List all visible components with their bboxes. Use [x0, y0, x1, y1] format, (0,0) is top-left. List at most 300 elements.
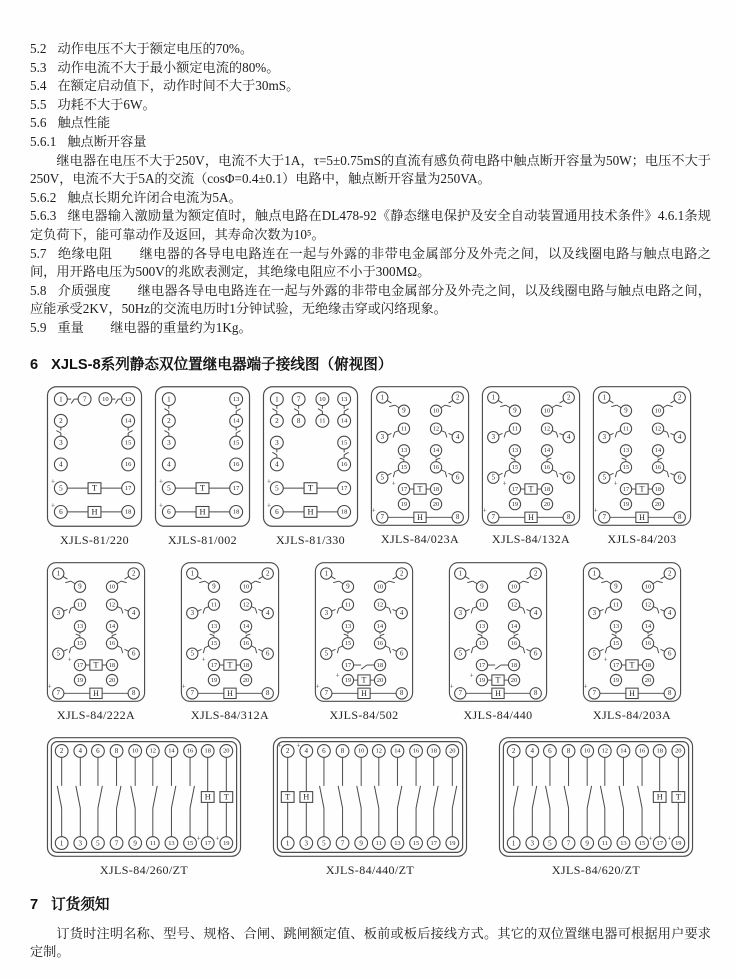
spec-item: [30, 282, 711, 319]
terminal-7: [377, 511, 388, 522]
svg-text:18: 18: [432, 485, 440, 493]
svg-text:3: 3: [78, 838, 83, 847]
svg-text:5: 5: [275, 483, 279, 492]
terminal-7: [292, 392, 305, 405]
terminal-16: [338, 457, 351, 470]
polarity-plus-mark: +: [449, 682, 454, 691]
polarity-plus-mark: +: [67, 654, 72, 663]
terminal-4: [74, 744, 87, 757]
svg-text:6: 6: [548, 746, 552, 755]
terminal-diagram-figure: [46, 561, 146, 723]
svg-text:1: 1: [458, 569, 462, 577]
terminal-13: [617, 836, 630, 849]
svg-text:15: 15: [511, 463, 519, 471]
terminal-15: [122, 436, 135, 449]
terminal-16: [652, 461, 663, 472]
terminal-diagram-figure: [180, 561, 280, 723]
svg-text:7: 7: [190, 689, 194, 697]
terminal-19: [342, 674, 353, 685]
svg-text:13: 13: [622, 446, 630, 454]
svg-text:16: 16: [186, 747, 194, 755]
spec-item: [30, 152, 711, 189]
terminal-3: [599, 431, 610, 442]
svg-text:13: 13: [168, 839, 175, 847]
terminal-19: [620, 498, 631, 509]
svg-text:10: 10: [376, 583, 384, 590]
terminal-20: [652, 498, 663, 509]
spec-item: [30, 189, 711, 208]
section-7-number: 7: [30, 896, 39, 913]
spec-item: [30, 77, 711, 96]
close-coil-box-label: H: [528, 512, 534, 522]
polarity-plus-mark: +: [181, 682, 186, 691]
terminal-17: [122, 481, 135, 494]
terminal-diagram-figure: [448, 561, 548, 723]
terminal-3: [187, 607, 198, 618]
svg-text:11: 11: [478, 600, 485, 608]
polarity-plus-mark: +: [648, 833, 653, 843]
svg-text:14: 14: [432, 446, 440, 454]
svg-text:12: 12: [654, 424, 662, 432]
terminal-10: [508, 581, 519, 592]
terminal-9: [476, 581, 487, 592]
svg-text:5: 5: [380, 473, 384, 481]
svg-text:2: 2: [59, 416, 63, 425]
diagram-label: XJLS-84/312A: [190, 707, 270, 722]
polarity-plus-mark: +: [583, 682, 588, 691]
polarity-plus-mark: +: [196, 833, 201, 843]
terminal-8: [336, 744, 349, 757]
svg-text:16: 16: [340, 460, 348, 468]
svg-text:7: 7: [324, 689, 328, 697]
close-coil-box-label: H: [199, 506, 206, 516]
trip-coil-box-label: T: [639, 484, 645, 494]
close-coil-box-label: H: [204, 792, 211, 801]
svg-text:4: 4: [456, 433, 460, 441]
polarity-plus-mark: +: [593, 506, 598, 515]
svg-text:14: 14: [394, 747, 401, 755]
svg-text:14: 14: [242, 622, 250, 630]
svg-text:15: 15: [612, 639, 620, 647]
spec-number: 5.4: [30, 78, 47, 94]
terminal-18: [122, 505, 135, 518]
terminal-10: [541, 405, 552, 416]
svg-text:20: 20: [543, 500, 551, 508]
terminal-6: [530, 648, 541, 659]
svg-text:15: 15: [76, 639, 84, 647]
terminal-15: [230, 436, 243, 449]
svg-text:3: 3: [458, 609, 462, 617]
terminal-20: [374, 674, 385, 685]
svg-text:18: 18: [644, 661, 652, 669]
svg-text:18: 18: [204, 747, 211, 755]
terminal-19: [672, 836, 685, 849]
svg-text:18: 18: [656, 747, 663, 755]
section-7-heading: [30, 893, 711, 914]
diagram-label: XJLS-84/440/ZT: [325, 862, 415, 877]
terminal-diagram-figure: [592, 385, 692, 547]
terminal-11: [598, 836, 611, 849]
svg-text:5: 5: [59, 483, 63, 492]
spec-text: 绝缘电阻 继电器的各导电电路连在一起与外露的非带电金属部分及外壳之间，以及线圈电路与触点电路之间，用开路电压为500V的兆欧表测定，其绝缘电阻应不小于300MΩ。: [30, 245, 711, 280]
svg-text:5: 5: [548, 838, 552, 847]
terminal-13: [610, 620, 621, 631]
svg-text:17: 17: [232, 484, 240, 492]
svg-text:2: 2: [678, 393, 682, 401]
terminal-diagram-figure: [154, 385, 251, 548]
svg-text:3: 3: [275, 438, 279, 447]
spec-text: 触点长期允许闭合电流为5A。: [67, 189, 242, 205]
svg-text:3: 3: [592, 609, 596, 617]
terminal-7: [599, 511, 610, 522]
terminal-17: [653, 836, 666, 849]
polarity-plus-mark: +: [315, 682, 320, 691]
svg-text:11: 11: [210, 600, 217, 608]
terminal-3: [321, 607, 332, 618]
terminal-10: [581, 744, 594, 757]
terminal-3: [300, 836, 313, 849]
svg-text:5: 5: [458, 649, 462, 657]
terminal-8: [292, 414, 305, 427]
terminal-2: [270, 414, 283, 427]
svg-text:4: 4: [668, 609, 672, 617]
svg-text:2: 2: [266, 569, 270, 577]
polarity-plus-mark: +: [667, 833, 672, 843]
terminal-16: [636, 744, 649, 757]
terminal-diagram-figure: [481, 385, 581, 547]
svg-text:12: 12: [108, 600, 116, 608]
terminal-5: [488, 472, 499, 483]
svg-text:7: 7: [296, 394, 301, 403]
diagram-label: XJLS-81/002: [167, 532, 238, 547]
terminal-8: [664, 687, 675, 698]
terminal-17: [509, 483, 520, 494]
svg-text:7: 7: [602, 513, 606, 521]
terminal-20: [430, 498, 441, 509]
svg-text:16: 16: [232, 460, 240, 468]
diagram-label: XJLS-84/260/ZT: [99, 862, 189, 877]
terminal-3: [54, 436, 67, 449]
terminal-9: [398, 405, 409, 416]
terminal-9: [208, 581, 219, 592]
svg-text:9: 9: [614, 583, 618, 590]
spec-item: [30, 133, 711, 152]
svg-text:19: 19: [400, 500, 408, 508]
svg-text:19: 19: [511, 500, 519, 508]
section-6-heading: [30, 353, 711, 374]
svg-text:5: 5: [167, 483, 171, 492]
terminal-2: [452, 391, 463, 402]
terminal-16: [106, 637, 117, 648]
terminal-11: [476, 598, 487, 609]
terminal-16: [541, 461, 552, 472]
terminal-6: [674, 472, 685, 483]
terminal-10: [642, 581, 653, 592]
terminal-7: [455, 687, 466, 698]
svg-text:18: 18: [376, 661, 384, 669]
terminal-13: [509, 444, 520, 455]
svg-text:10: 10: [131, 747, 139, 755]
svg-text:5: 5: [322, 838, 326, 847]
svg-text:3: 3: [167, 438, 171, 447]
close-coil-box-label: H: [303, 792, 310, 801]
terminal-2: [262, 567, 273, 578]
svg-text:4: 4: [304, 746, 309, 755]
svg-text:1: 1: [602, 393, 606, 401]
svg-text:18: 18: [242, 661, 250, 669]
svg-text:11: 11: [400, 424, 407, 432]
svg-text:4: 4: [567, 433, 571, 441]
svg-text:6: 6: [132, 649, 136, 657]
svg-text:12: 12: [543, 424, 551, 432]
svg-text:6: 6: [456, 473, 460, 481]
terminal-7: [488, 511, 499, 522]
terminal-5: [599, 472, 610, 483]
svg-text:2: 2: [132, 569, 136, 577]
svg-text:7: 7: [114, 838, 119, 847]
svg-text:20: 20: [449, 747, 456, 755]
svg-text:9: 9: [78, 583, 82, 590]
svg-text:4: 4: [59, 460, 63, 469]
svg-text:5: 5: [190, 649, 194, 657]
terminal-6: [162, 505, 175, 518]
terminal-14: [230, 414, 243, 427]
trip-coil-box-label: T: [199, 483, 206, 493]
terminal-16: [184, 744, 197, 757]
terminal-17: [427, 836, 440, 849]
terminal-9: [509, 405, 520, 416]
terminal-6: [452, 472, 463, 483]
terminal-8: [262, 687, 273, 698]
svg-text:18: 18: [108, 661, 116, 669]
terminal-17: [398, 483, 409, 494]
terminal-3: [488, 431, 499, 442]
polarity-plus-mark: +: [613, 478, 618, 487]
terminal-6: [396, 648, 407, 659]
terminal-15: [620, 461, 631, 472]
svg-text:14: 14: [108, 622, 116, 630]
svg-text:9: 9: [624, 407, 628, 414]
terminal-2: [674, 391, 685, 402]
terminal-8: [128, 687, 139, 698]
terminal-1: [281, 836, 294, 849]
terminal-10: [240, 581, 251, 592]
svg-text:14: 14: [644, 622, 652, 630]
terminal-14: [106, 620, 117, 631]
svg-text:18: 18: [510, 661, 518, 669]
terminal-5: [162, 481, 175, 494]
close-coil-box-label: H: [227, 688, 233, 698]
spec-item: [30, 319, 711, 338]
terminal-11: [620, 422, 631, 433]
terminal-4: [526, 744, 539, 757]
svg-text:6: 6: [322, 746, 326, 755]
svg-text:10: 10: [543, 407, 551, 414]
svg-text:7: 7: [592, 689, 596, 697]
svg-text:16: 16: [242, 639, 250, 647]
close-coil-box-label: H: [639, 512, 645, 522]
svg-text:6: 6: [567, 473, 571, 481]
terminal-3: [455, 607, 466, 618]
terminal-17: [610, 659, 621, 670]
svg-text:4: 4: [266, 609, 270, 617]
svg-text:6: 6: [167, 507, 171, 516]
diagram-row: [30, 736, 711, 878]
terminal-20: [642, 674, 653, 685]
svg-text:18: 18: [654, 485, 662, 493]
terminal-1: [507, 836, 520, 849]
svg-text:15: 15: [400, 463, 408, 471]
terminal-1: [455, 567, 466, 578]
diagram-row: [30, 561, 711, 723]
svg-text:10: 10: [108, 583, 116, 590]
terminal-2: [54, 414, 67, 427]
terminal-4: [54, 457, 67, 470]
terminal-6: [544, 744, 557, 757]
terminal-4: [674, 431, 685, 442]
svg-text:17: 17: [511, 485, 519, 493]
terminal-18: [430, 483, 441, 494]
polarity-plus-mark: +: [502, 478, 507, 487]
terminal-6: [664, 648, 675, 659]
svg-text:2: 2: [567, 393, 571, 401]
svg-text:19: 19: [344, 676, 352, 684]
svg-text:4: 4: [678, 433, 682, 441]
svg-text:9: 9: [480, 583, 484, 590]
terminal-diagram: [46, 385, 143, 528]
svg-text:8: 8: [340, 746, 345, 755]
svg-text:14: 14: [232, 417, 240, 425]
svg-text:19: 19: [76, 676, 84, 684]
terminal-diagram: [481, 385, 581, 527]
diagram-row: [30, 385, 711, 548]
terminal-1: [53, 567, 64, 578]
terminal-7: [53, 687, 64, 698]
terminal-10: [106, 581, 117, 592]
close-coil-box-label: H: [417, 512, 423, 522]
svg-text:1: 1: [592, 569, 596, 577]
svg-text:5: 5: [491, 473, 495, 481]
svg-text:16: 16: [124, 460, 132, 468]
close-coil-box-label: H: [629, 688, 635, 698]
spec-text: 功耗不大于6W。: [57, 96, 156, 112]
svg-text:17: 17: [430, 839, 437, 847]
spec-number: 5.3: [30, 59, 47, 75]
terminal-3: [74, 836, 87, 849]
polarity-plus-mark: +: [50, 500, 56, 509]
terminal-12: [598, 744, 611, 757]
trip-coil-box-label: T: [307, 483, 314, 493]
svg-text:20: 20: [644, 676, 652, 684]
terminal-10: [374, 581, 385, 592]
terminal-14: [122, 414, 135, 427]
svg-text:4: 4: [132, 609, 136, 617]
svg-text:16: 16: [644, 639, 652, 647]
svg-text:17: 17: [400, 485, 408, 493]
terminal-14: [338, 414, 351, 427]
terminal-2: [55, 744, 68, 757]
svg-text:3: 3: [324, 609, 328, 617]
svg-text:15: 15: [622, 463, 630, 471]
terminal-16: [410, 744, 423, 757]
svg-text:10: 10: [510, 583, 518, 590]
terminal-3: [526, 836, 539, 849]
svg-text:19: 19: [223, 839, 230, 847]
svg-text:19: 19: [612, 676, 620, 684]
terminal-6: [54, 505, 67, 518]
spec-text: 动作电压不大于额定电压的70%。: [57, 41, 254, 56]
svg-text:13: 13: [394, 839, 401, 847]
terminal-10: [430, 405, 441, 416]
svg-text:6: 6: [59, 507, 63, 516]
terminal-18: [642, 659, 653, 670]
terminal-13: [620, 444, 631, 455]
svg-text:8: 8: [456, 513, 460, 521]
terminal-4: [270, 457, 283, 470]
svg-text:7: 7: [340, 838, 345, 847]
terminal-3: [589, 607, 600, 618]
svg-text:17: 17: [344, 661, 352, 669]
diagram-label: XJLS-84/440: [463, 707, 533, 722]
svg-text:3: 3: [530, 838, 535, 847]
svg-text:9: 9: [513, 407, 517, 414]
polarity-plus-mark: +: [469, 670, 474, 679]
terminal-7: [336, 836, 349, 849]
polarity-plus-mark: +: [335, 670, 340, 679]
terminal-15: [410, 836, 423, 849]
svg-text:9: 9: [359, 838, 363, 847]
terminal-2: [128, 567, 139, 578]
terminal-2: [530, 567, 541, 578]
spec-text: 介质强度 继电器各导电电路连在一起与外露的非带电金属部分及外壳之间，以及线圈电路与触点电路之间，应能承受2KV，50Hz的交流电历时1分钟试验，无绝缘击穿或闪络现象。: [30, 282, 711, 317]
trip-coil-box-label: T: [93, 660, 99, 670]
terminal-4: [262, 607, 273, 618]
terminal-1: [377, 391, 388, 402]
svg-text:4: 4: [78, 746, 83, 755]
svg-text:14: 14: [376, 622, 384, 630]
svg-text:8: 8: [534, 689, 538, 697]
terminal-20: [240, 674, 251, 685]
terminal-2: [664, 567, 675, 578]
spec-item: [30, 245, 711, 282]
svg-text:7: 7: [56, 689, 60, 697]
svg-text:10: 10: [583, 747, 591, 755]
terminal-4: [162, 457, 175, 470]
terminal-16: [122, 457, 135, 470]
polarity-plus-mark: +: [603, 654, 608, 663]
terminal-15: [398, 461, 409, 472]
terminal-5: [377, 472, 388, 483]
svg-text:16: 16: [108, 639, 116, 647]
svg-text:1: 1: [324, 569, 328, 577]
spec-number: 5.9: [30, 319, 47, 335]
terminal-5: [54, 481, 67, 494]
terminal-12: [642, 598, 653, 609]
terminal-diagram: [154, 385, 251, 528]
svg-text:5: 5: [602, 473, 606, 481]
terminal-14: [240, 620, 251, 631]
close-coil-box-label: H: [91, 506, 98, 516]
terminal-19: [208, 674, 219, 685]
svg-text:2: 2: [456, 393, 460, 401]
svg-text:18: 18: [124, 508, 132, 516]
terminal-12: [240, 598, 251, 609]
terminal-9: [74, 581, 85, 592]
svg-text:16: 16: [638, 747, 646, 755]
svg-text:13: 13: [620, 839, 627, 847]
terminal-15: [610, 637, 621, 648]
terminal-diagram: [448, 561, 548, 703]
